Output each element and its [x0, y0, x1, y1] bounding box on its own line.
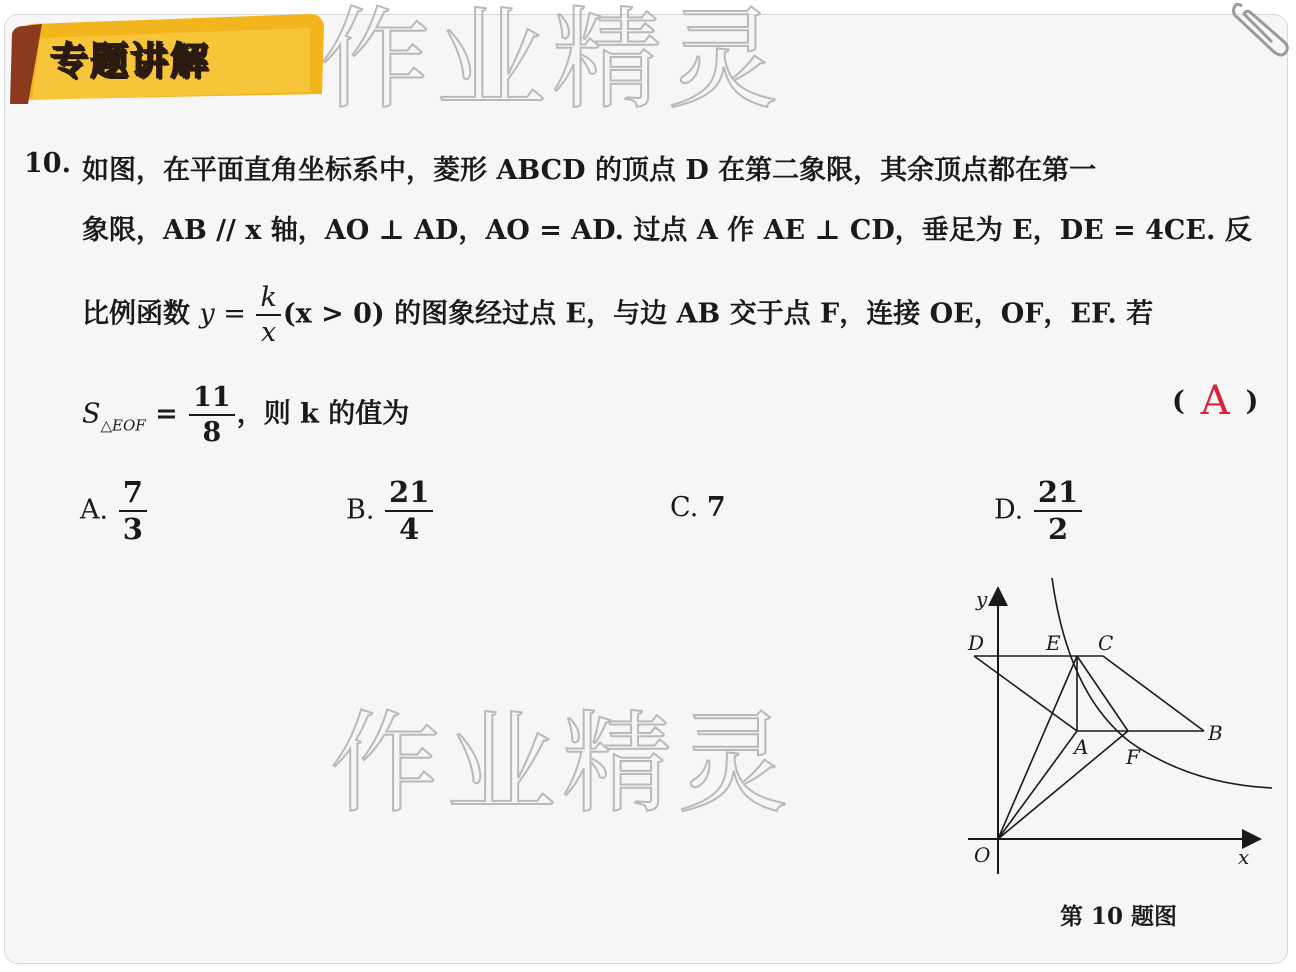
area-subscript: △EOF [100, 416, 146, 435]
figure-caption: 第 10 题图 [1060, 903, 1178, 930]
option-d-fraction [1034, 475, 1082, 546]
label-x: x [1238, 845, 1250, 869]
area-symbol: S [82, 398, 101, 430]
option-d-label: D. [994, 494, 1024, 526]
answer-bracket [1172, 378, 1258, 424]
label-e: E [1046, 631, 1061, 655]
problem-line-3 [82, 284, 1153, 346]
watermark-middle: 作业精灵 [330, 700, 794, 828]
segment-cb [1103, 656, 1204, 731]
option-a[interactable] [80, 475, 149, 546]
option-b[interactable] [346, 475, 435, 546]
function-fraction [256, 284, 280, 346]
answer-open: ( [1172, 386, 1185, 417]
area-equals: = [145, 398, 188, 430]
option-c-label: C. [670, 492, 699, 523]
option-b-den: 4 [385, 510, 433, 544]
label-f: F [1126, 745, 1140, 769]
option-d[interactable] [994, 475, 1084, 546]
option-c-value: 7 [706, 492, 726, 523]
line3-text-a: 比例函数 [82, 298, 200, 330]
option-d-num: 21 [1037, 475, 1079, 509]
label-b: B [1208, 721, 1223, 745]
area-denominator: 8 [189, 414, 235, 446]
line4-text-b: ，则 k 的值为 [236, 398, 410, 430]
problem-line-1: 如图，在平面直角坐标系中，菱形 ABCD 的顶点 D 在第二象限，其余顶点都在第一 [82, 155, 1097, 186]
option-a-label: A. [80, 494, 109, 526]
fraction-denominator: x [256, 314, 280, 346]
area-fraction [189, 384, 235, 446]
label-y: y [976, 587, 988, 611]
paperclip-icon [1228, 0, 1292, 64]
option-c[interactable] [670, 492, 726, 523]
fraction-numerator: k [260, 282, 277, 313]
watermark-top: 作业精灵 [320, 0, 784, 124]
option-b-label: B. [346, 494, 375, 526]
option-b-fraction [385, 475, 433, 546]
option-b-num: 21 [389, 475, 430, 509]
option-a-fraction [119, 475, 147, 546]
segment-of [998, 731, 1128, 839]
answer-close: ) [1245, 386, 1259, 417]
option-a-den: 3 [119, 510, 147, 544]
banner-title: 专题讲解 [50, 39, 211, 83]
function-lhs: y = [199, 298, 255, 330]
area-numerator: 11 [193, 382, 231, 413]
problem-line-2: 象限，AB // x 轴，AO ⊥ AD，AO = AD. 过点 A 作 AE ⊥ CD，垂足为 E，DE = 4CE. 反 [82, 215, 1252, 246]
option-a-num: 7 [122, 475, 143, 509]
line3-text-b: (x > 0) 的图象经过点 E，与边 AB 交于点 F，连接 OE，OF，EF. 若 [282, 298, 1154, 330]
label-a: A [1074, 735, 1089, 759]
label-o: O [974, 843, 991, 867]
geometry-figure [960, 574, 1280, 884]
segment-ef [1077, 656, 1128, 731]
problem-number: 10. [24, 148, 71, 179]
problem-line-4 [82, 384, 409, 446]
label-c: C [1098, 631, 1114, 655]
label-d: D [968, 631, 985, 655]
answer-value: A [1200, 378, 1230, 424]
option-d-den: 2 [1034, 510, 1082, 544]
